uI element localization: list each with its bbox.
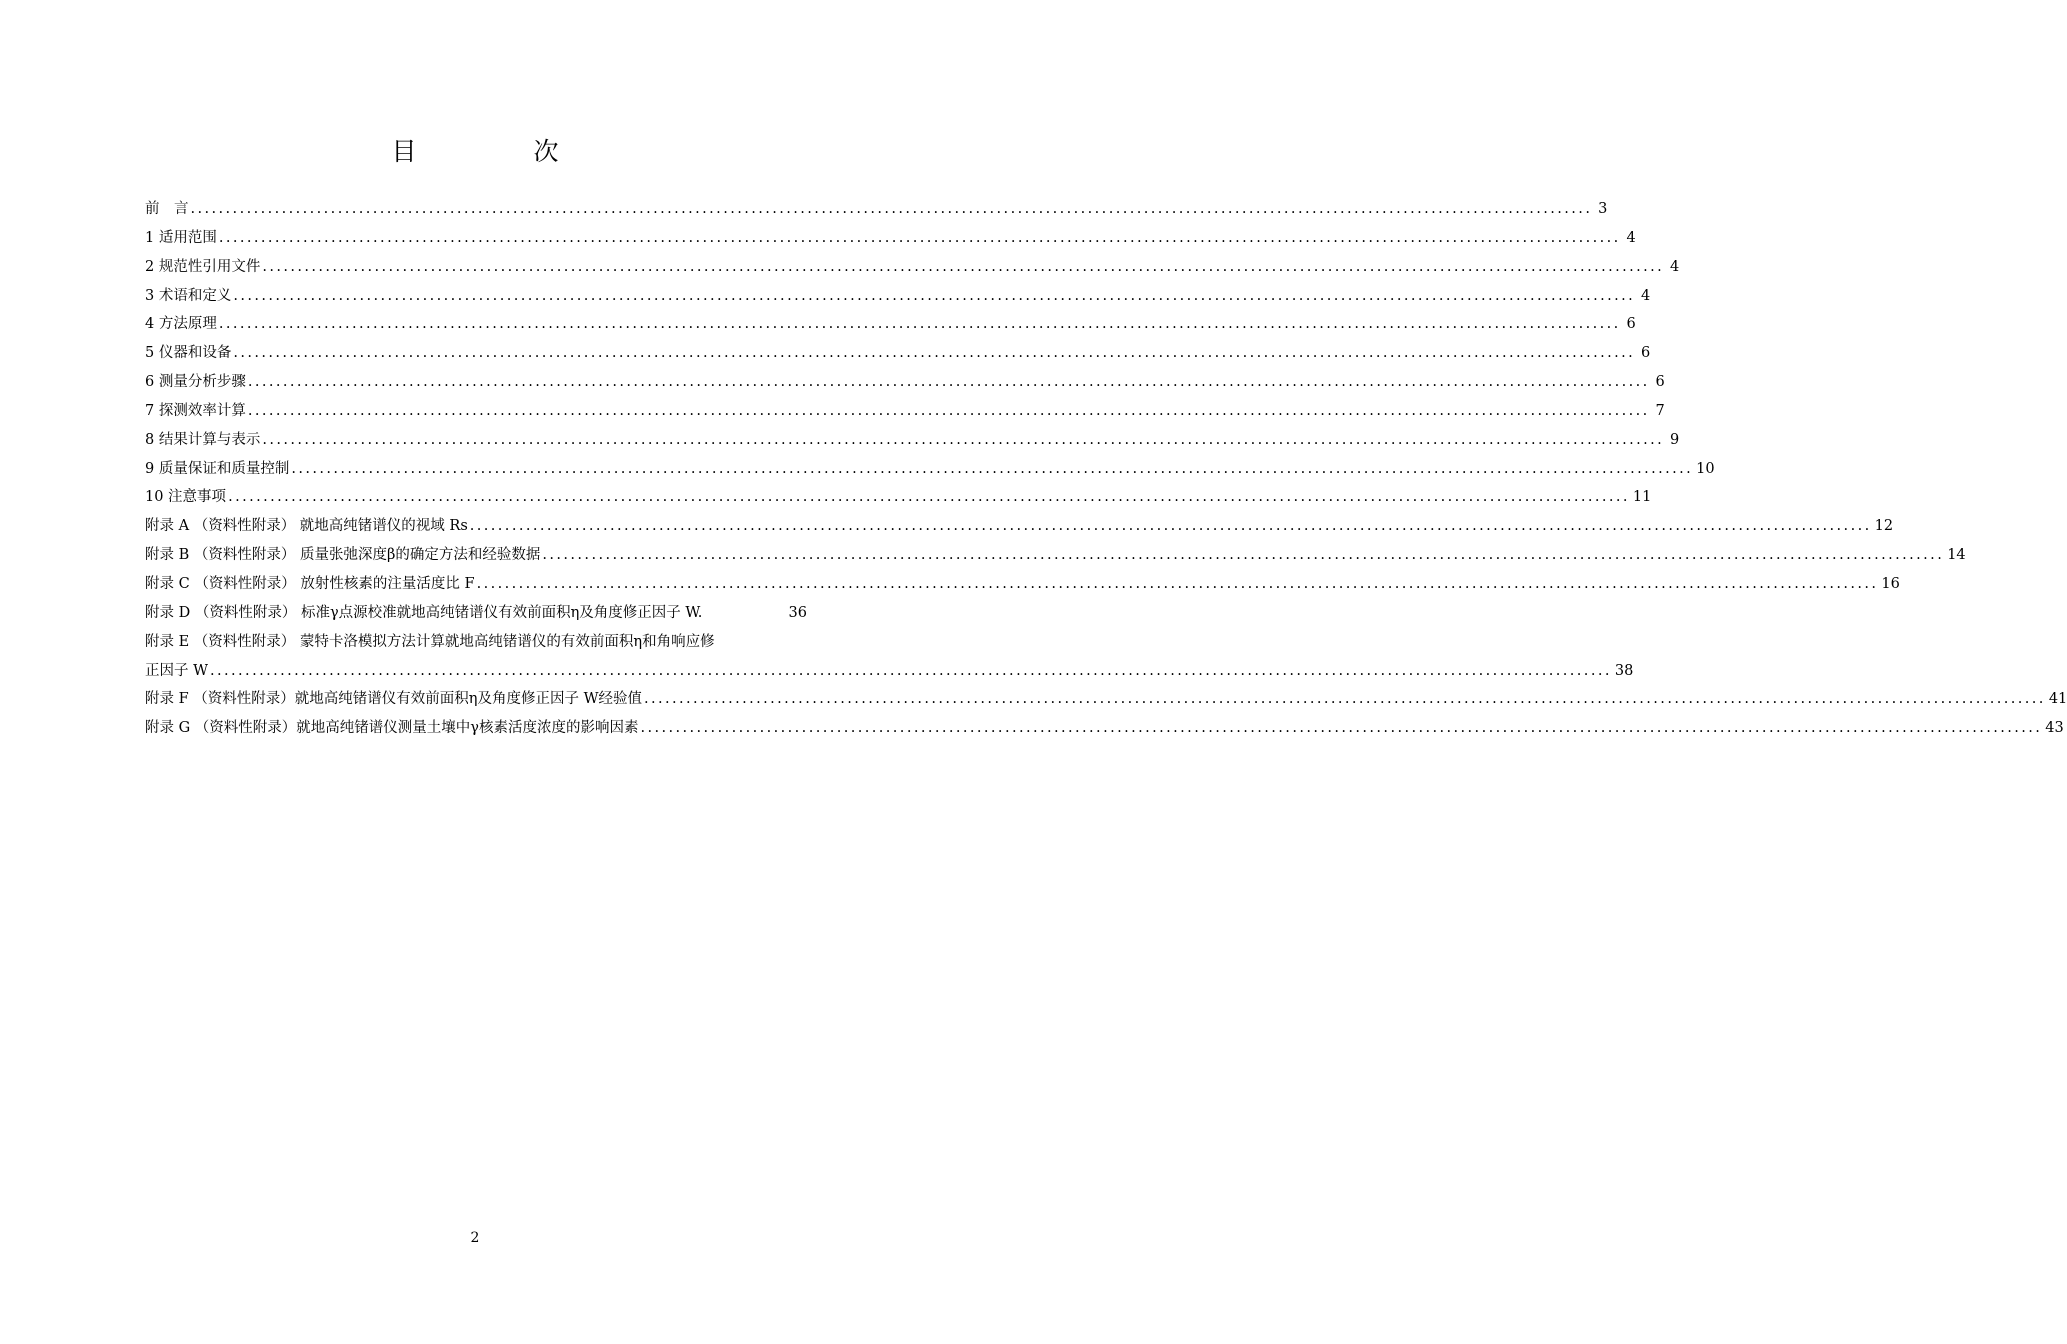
- toc-entry[interactable]: [145, 195, 1608, 224]
- toc-entry-label: 8 结果计算与表示: [145, 431, 261, 448]
- toc-entry-page: 16: [1881, 575, 1900, 592]
- toc-entry[interactable]: [145, 570, 1900, 599]
- toc-entry-label: 附录 E （资料性附录） 蒙特卡洛模拟方法计算就地高纯锗谱仪的有效前面积η和角响应修: [145, 633, 715, 650]
- toc-entry[interactable]: [145, 310, 1636, 339]
- toc-entry-label: 1 适用范围: [145, 229, 217, 246]
- toc-entry-page: 11: [1632, 489, 1652, 506]
- toc-leader-dots: ........................................................................................................................................................................................................: [210, 662, 1612, 679]
- toc-entry-page: 4: [1640, 287, 1651, 304]
- toc-entry[interactable]: [145, 253, 1680, 282]
- toc-entry[interactable]: [145, 599, 807, 628]
- toc-entry[interactable]: [145, 455, 1715, 484]
- toc-entry-label: 附录 D （资料性附录） 标准γ点源校准就地高纯锗谱仪有效前面积η及角度修正因子 W.: [145, 604, 703, 621]
- toc-entry[interactable]: [145, 224, 1636, 253]
- toc-entry-label: 附录 G （资料性附录）就地高纯锗谱仪测量土壤中γ核素活度浓度的影响因素: [145, 720, 639, 737]
- toc-entry[interactable]: [145, 282, 1651, 311]
- toc-entry-label: 3 术语和定义: [145, 287, 232, 304]
- toc-leader-dots: ........................................................................................................................................................................................................: [247, 402, 1650, 419]
- toc-leader-dots: ........................................................................................................................................................................................................: [476, 575, 1879, 592]
- toc-leader-dots: ........................................................................................................................................................................................................: [262, 431, 1665, 448]
- toc-entry[interactable]: [145, 714, 2064, 743]
- toc-entry-label: 前 言: [145, 201, 189, 217]
- toc-entry-label: 9 质量保证和质量控制: [145, 460, 290, 477]
- toc-entry[interactable]: [145, 368, 1665, 397]
- toc-leader-dots: ........................................................................................................................................................................................................: [640, 720, 2043, 737]
- toc-entry[interactable]: [145, 426, 1680, 455]
- toc-entry-label: 7 探测效率计算: [145, 402, 246, 419]
- toc-leader-dots: ........................................................................................................................................................................................................: [643, 691, 2046, 708]
- toc-entry[interactable]: [145, 339, 1651, 368]
- toc-entry-page: 41: [2048, 691, 2067, 708]
- toc-entry-page: 10: [1696, 460, 1715, 477]
- toc-entry-page: 4: [1669, 258, 1680, 275]
- toc-entry-page: 14: [1947, 547, 1966, 564]
- toc-entry-page: 6: [1626, 316, 1636, 333]
- toc-entry-label: 2 规范性引用文件: [145, 258, 261, 275]
- toc-leader-dots: ........................................................................................................................................................................................................: [233, 345, 1636, 362]
- toc-entry[interactable]: [145, 397, 1665, 426]
- toc-entry[interactable]: [145, 685, 2067, 714]
- toc-entry-label: 6 测量分析步骤: [145, 374, 246, 391]
- toc-entry-page: 43: [2045, 720, 2064, 737]
- toc-entry-label: 5 仪器和设备: [145, 345, 232, 362]
- toc-entry[interactable]: [145, 541, 1966, 570]
- toc-leader-dots: ........................................................................................................................................................................................................: [218, 316, 1621, 333]
- toc-entry-label: 10 注意事项: [145, 489, 227, 506]
- toc-entry-continuation[interactable]: [145, 657, 1634, 686]
- toc-leader-dots: ........................................................................................................................................................................................................: [233, 287, 1636, 304]
- toc-entry-page: 7: [1655, 402, 1665, 419]
- toc-entry-page: 9: [1669, 431, 1680, 448]
- toc-entry-page: 6: [1655, 374, 1665, 391]
- page-number: 2: [470, 1230, 480, 1246]
- toc-leader-dots: ........................................................................................................................................................................................................: [190, 201, 1593, 217]
- toc-leader-dots: ........................................................................................................................................................................................................: [262, 258, 1665, 275]
- toc-entry[interactable]: [145, 628, 807, 657]
- toc-entry[interactable]: [145, 512, 1894, 541]
- toc-entry-page: 38: [1614, 662, 1634, 679]
- toc-entry-page: 3: [1598, 201, 1608, 217]
- toc-entry-label: 附录 A （资料性附录） 就地高纯锗谱仪的视域 Rs: [145, 518, 468, 535]
- toc-entry-label: 正因子 W: [145, 662, 209, 679]
- table-of-contents: [145, 195, 2067, 743]
- toc-leader-dots: ........................................................................................................................................................................................................: [228, 489, 1630, 506]
- toc-leader-dots: ........................................................................................................................................................................................................: [542, 547, 1945, 564]
- toc-leader-dots: ........................................................................................................................................................................................................: [218, 229, 1621, 246]
- toc-leader-dots: ........................................................................................................................................................................................................: [469, 518, 1872, 535]
- toc-entry-page: 4: [1626, 229, 1636, 246]
- toc-leader-dots: ........................................................................................................................................................................................................: [291, 460, 1694, 477]
- toc-entry-page: 12: [1874, 518, 1894, 535]
- toc-entry-label: 4 方法原理: [145, 316, 217, 333]
- toc-entry-label: 附录 F （资料性附录）就地高纯锗谱仪有效前面积η及角度修正因子 W经验值: [145, 691, 642, 708]
- toc-leader-dots: ........................................................................................................................................................................................................: [247, 374, 1650, 391]
- toc-entry[interactable]: [145, 483, 1652, 512]
- toc-entry-label: 附录 C （资料性附录） 放射性核素的注量活度比 F: [145, 575, 475, 592]
- toc-entry-page: 36: [788, 604, 807, 621]
- page-title: 目 次: [391, 137, 605, 166]
- toc-entry-label: 附录 B （资料性附录） 质量张弛深度β的确定方法和经验数据: [145, 547, 541, 564]
- toc-entry-page: 6: [1640, 345, 1651, 362]
